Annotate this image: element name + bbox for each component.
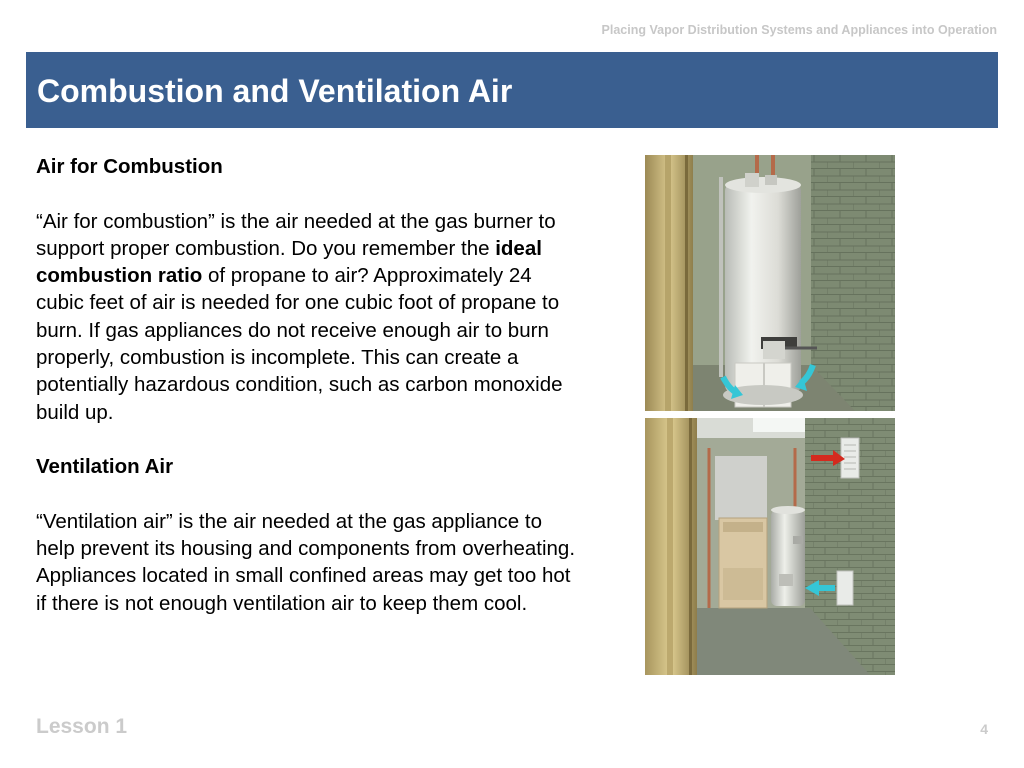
paragraph-combustion	[36, 208, 584, 426]
paragraph-text: of propane to air? Approximately 24 cubic feet of air is needed for one cubic foot of propane to burn. If gas appliances do not receive enough air to burn properly, combustion is incomplete. This can create a potentially hazardous condition, such as carbon monoxide build up.	[36, 264, 563, 424]
course-title: Placing Vapor Distribution Systems and Appliances into Operation	[601, 23, 997, 37]
section-heading-combustion: Air for Combustion	[36, 155, 223, 178]
paragraph-text: “Air for combustion” is the air needed at the gas burner to support proper combustion. Do you remember the	[36, 209, 556, 260]
slide-title: Combustion and Ventilation Air	[37, 73, 513, 109]
lesson-label: Lesson 1	[36, 715, 128, 738]
furnace-room-photo	[645, 418, 895, 675]
paragraph-ventilation: “Ventilation air” is the air needed at the gas appliance to help prevent its housing and components from overheating. Appliances located in small confined areas may get too hot if there is not enough ventilation air to keep them cool.	[36, 509, 576, 615]
section-heading-ventilation: Ventilation Air	[36, 455, 174, 479]
title-bar	[26, 52, 998, 128]
water-heater-photo	[645, 155, 895, 411]
page-number: 4	[980, 721, 988, 737]
emphasis-ideal-combustion-ratio: ideal combustion ratio	[36, 236, 542, 288]
slide-body	[36, 153, 584, 617]
